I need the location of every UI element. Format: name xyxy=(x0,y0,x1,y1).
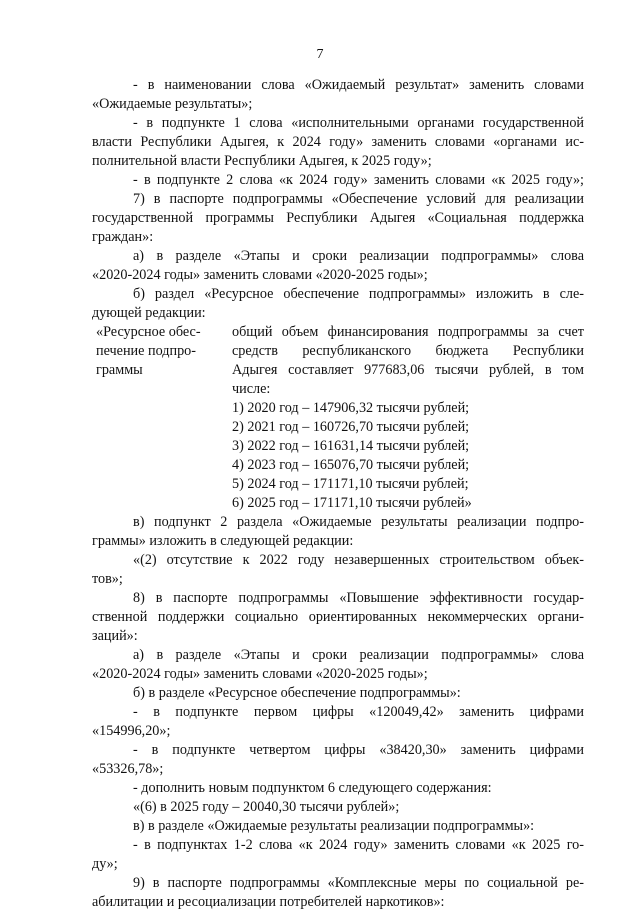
text-line: в) в разделе «Ожидаемые результаты реализации подпрограммы»: xyxy=(133,818,535,834)
text-line: в) подпункт 2 раздела «Ожидаемые результаты реализации подпро- xyxy=(133,514,584,530)
text-line: власти Республики Адыгея, к 2024 году» заменить словами «органами ис- xyxy=(92,134,584,150)
text-line: граждан»: xyxy=(92,229,154,245)
text-line: - в подпункте первом цифры «120049,42» заменить цифрами xyxy=(133,704,584,720)
text-line: полнительной власти Республики Адыгея, к 2025 году»; xyxy=(92,153,432,169)
text-line: 8) в паспорте подпрограммы «Повышение эффективности государ- xyxy=(133,590,584,606)
resource-year-line: 1) 2020 год – 147906,32 тысячи рублей; xyxy=(232,400,470,416)
text-line: дующей редакции: xyxy=(92,305,206,321)
resource-label-line: печение подпро- xyxy=(96,343,196,359)
text-line: «(6) в 2025 году – 20040,30 тысячи рублей»; xyxy=(133,799,400,815)
text-line: «Ожидаемые результаты»; xyxy=(92,96,253,112)
text-line: заций»: xyxy=(92,628,138,644)
page-number: 7 xyxy=(316,47,324,62)
resource-text-line: числе: xyxy=(232,381,271,397)
resource-label-line: граммы xyxy=(96,362,143,378)
text-line: - в подпункте четвертом цифры «38420,30» заменить цифрами xyxy=(133,742,584,758)
text-line: - в подпунктах 1-2 слова «к 2024 году» заменить словами «к 2025 го- xyxy=(133,837,584,853)
resource-text-line: Адыгея составляет 977683,06 тысячи рублей, в том xyxy=(232,362,584,378)
text-line: б) в разделе «Ресурсное обеспечение подпрограммы»: xyxy=(133,685,461,701)
text-line: ственной поддержки социально ориентированных некоммерческих органи- xyxy=(92,609,584,625)
resource-text-line: средств республиканского бюджета Республики xyxy=(232,343,584,359)
text-line: государственной программы Республики Адыгея «Социальная поддержка xyxy=(92,210,584,226)
text-line: б) раздел «Ресурсное обеспечение подпрограммы» изложить в сле- xyxy=(133,286,584,302)
text-line: - в подпункте 1 слова «исполнительными органами государственной xyxy=(133,115,584,131)
resource-label-line: «Ресурсное обес- xyxy=(96,324,201,340)
resource-year-line: 6) 2025 год – 171171,10 тысячи рублей» xyxy=(232,495,472,511)
text-line: «2020-2024 годы» заменить словами «2020-2025 годы»; xyxy=(92,666,428,682)
resource-year-line: 4) 2023 год – 165076,70 тысячи рублей; xyxy=(232,457,470,473)
text-line: граммы» изложить в следующей редакции: xyxy=(92,533,354,549)
text-line: - в наименовании слова «Ожидаемый результат» заменить словами xyxy=(133,77,584,93)
text-line: «(2) отсутствие к 2022 году незавершенных строительством объек- xyxy=(133,552,584,568)
resource-year-line: 2) 2021 год – 160726,70 тысячи рублей; xyxy=(232,419,470,435)
text-line: - в подпункте 2 слова «к 2024 году» заменить словами «к 2025 году»; xyxy=(133,172,584,188)
resource-year-line: 3) 2022 год – 161631,14 тысячи рублей; xyxy=(232,438,470,454)
resource-text-line: общий объем финансирования подпрограммы за счет xyxy=(232,324,584,340)
text-line: тов»; xyxy=(92,571,123,587)
text-line: 9) в паспорте подпрограммы «Комплексные меры по социальной ре- xyxy=(133,875,584,891)
text-line: а) в разделе «Этапы и сроки реализации подпрограммы» слова xyxy=(133,248,584,264)
text-line: ду»; xyxy=(92,856,118,872)
text-line: 7) в паспорте подпрограммы «Обеспечение условий для реализации xyxy=(133,191,584,207)
text-line: «53326,78»; xyxy=(92,761,164,777)
text-line: «2020-2024 годы» заменить словами «2020-2025 годы»; xyxy=(92,267,428,283)
text-line: абилитации и ресоциализации потребителей наркотиков»: xyxy=(92,894,445,910)
text-line: а) в разделе «Этапы и сроки реализации подпрограммы» слова xyxy=(133,647,584,663)
resource-year-line: 5) 2024 год – 171171,10 тысячи рублей; xyxy=(232,476,469,492)
text-line: «154996,20»; xyxy=(92,723,171,739)
text-line: - дополнить новым подпунктом 6 следующего содержания: xyxy=(133,780,492,796)
